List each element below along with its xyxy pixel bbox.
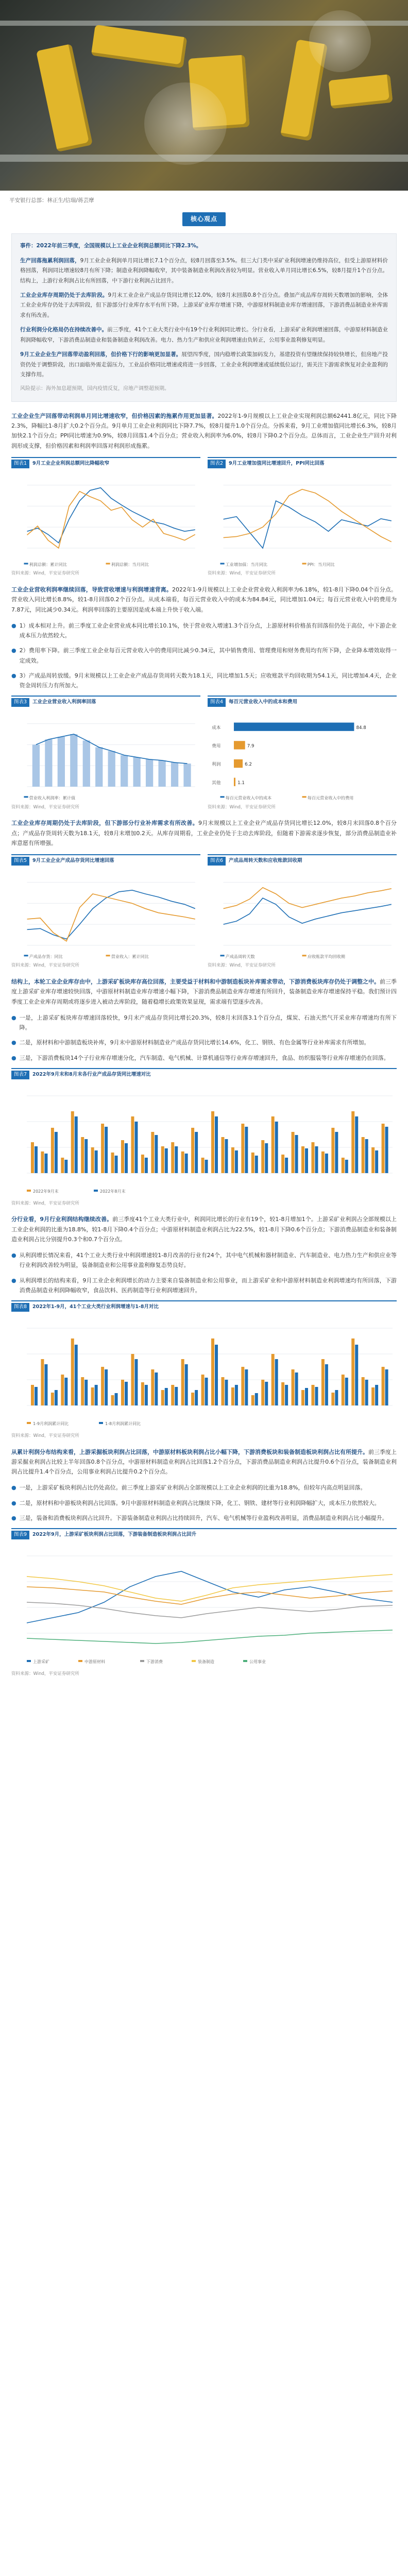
bullet-icon: ● [11, 647, 16, 654]
figure-title: 2022年9月，上游采矿板块利润占比回落，下游装备制造板块利润占比回升 [32, 1532, 197, 1538]
legend-item: 下游消费 [146, 1659, 163, 1664]
bar [281, 1155, 284, 1173]
legend-item: PPI：当月同比 [307, 562, 335, 567]
bar [165, 1148, 168, 1173]
bar [255, 1156, 258, 1173]
bullet-item: ● 二是，原材料和中游制造板块补库，9月末中游原材料制造业产成品存货同比增长14.6%，化工、钢铁、有色金属等行业补库需求有所增加。 [11, 1038, 397, 1047]
bar [261, 1140, 264, 1173]
bar [225, 1139, 228, 1173]
bar [215, 1116, 218, 1173]
bar [225, 1380, 228, 1405]
bullet-icon: ● [11, 1039, 16, 1046]
hero-light [309, 10, 371, 72]
body-paragraph: 结构上，本轮工业企业库存由中，上游采矿板块库存高位回落，主要受益于材料和中游制造板块补库需求带动，下游消费板块库存仍处于调整之中。前三季度上游采矿业库存增速较快回落，中游原材料制造业库存增速小幅下降，下游消费品制造业库存增速有所回升，装备制造业库存增速保持平稳。我们预计四季度工业企业库存周期或将逐步进入被动去库阶段，随着稳增长政策效果显现，需求端有望逐步改善。 [11, 978, 397, 1005]
bar [215, 1345, 218, 1405]
figure-source: 资料来源：Wind，平安证券研究所 [11, 1200, 79, 1206]
bar [101, 1124, 104, 1173]
bar [255, 1393, 258, 1405]
bullet-icon: ● [11, 1054, 16, 1061]
figure-7-chart [11, 1080, 397, 1199]
body-paragraph: 工业企业营收利润率继续回落，导致营收增速与利润增速背离。2022年1-9月规模以上工业企业营业收入利润率为6.18%，较1-8月下降0.04个百分点。营业收入同比增长8.8%，较1-8月回落0.2个百分点。从成本端看，每百元营业收入中的成本为84.84元，同比增加1.04元；每百元营业收入中的费用为7.87元，同比减少0.34元。利润率回落的主要原因是成本端上升快于收入端。 [11, 586, 397, 613]
bar [201, 1375, 205, 1405]
bar [275, 1122, 278, 1173]
legend-item: 每百元营业收入中的成本 [225, 795, 272, 801]
bar [241, 1124, 244, 1173]
bar [335, 1132, 338, 1173]
bar [181, 1359, 184, 1405]
bar [181, 1151, 184, 1173]
bar [61, 1158, 64, 1173]
bar [55, 1390, 58, 1405]
bar [345, 1160, 348, 1173]
bar [71, 1111, 74, 1173]
bar [231, 1387, 234, 1405]
bar [64, 1160, 67, 1173]
bar [292, 1132, 295, 1173]
bar [221, 1377, 224, 1405]
body-paragraph: 工业企业生产回落带动利润单月同比增速收窄，但价格因素的拖累作用更加显著。2022年1-9月规模以上工业企业实现利润总额62441.8亿元，同比下降2.3%，降幅比1-8月扩大0.2个百分点。9月单月工业企业利润同比下降7.7%，较8月提升1.0个百分点。分拆来看，9月工业增加值同比增长6.3%，较8月加快2.1个百分点；PPI同比增速为0.9%，较8月回落1.4个百分点；营业收入利润率为6.0%，较8月下降0.2个百分点。总体而言，工业企业生产回升对利润形成支撑，但价格因素和利润率回落对利润形成拖累。 [11, 412, 397, 449]
figure-6-chart [208, 867, 397, 961]
bar [355, 1116, 358, 1173]
bar [281, 1382, 284, 1405]
bar [141, 1155, 144, 1173]
bar [251, 1395, 254, 1405]
bar [134, 1359, 138, 1405]
figure-row [11, 1068, 397, 1213]
legend-item: 公用事业 [249, 1659, 266, 1664]
legend-item: 装备制造 [198, 1659, 214, 1664]
bar [331, 1128, 334, 1173]
bar [95, 1385, 98, 1405]
bar [382, 1367, 385, 1405]
hero-robot-arm [328, 74, 393, 109]
summary-paragraph: 行业利润分化格局仍在持续改善中。前三季度，41个工业大类行业中有19个行业利润同比增长。分行业看，上游采矿业利润增速回落，中游原材料制造业利润降幅收窄，下游消费品制造业和装备制造业利润改善。电力、热力生产和供应业利润增速由负转正，公用事业盈利修复明显。 [20, 327, 388, 343]
legend-item: 2022年8月末 [100, 1189, 126, 1194]
bar [251, 1153, 254, 1173]
bar [234, 741, 245, 749]
bar [301, 1146, 304, 1173]
bar [75, 1345, 78, 1405]
bar [362, 1377, 365, 1405]
bar [241, 1367, 244, 1405]
summary-paragraph: 工业企业库存周期仍处于去库阶段。9月末工业企业产成品存货同比增长12.0%，较8月末回落0.8个百分点。叠加产成品库存周转天数增加的影响，全体工业企业库存仍处于去库阶段，但下游部分行业库存水平有所下降。上游采矿业库存增速下降，中游原材料制造业库存增速回落，下游消费品制造业补库需求有所改善。 [20, 292, 388, 318]
legend-item: 工业增加值：当月同比 [225, 562, 268, 567]
series-line [27, 1574, 393, 1601]
figure-title: 2022年1-9月，41个工业大类行业利润增速与1-8月对比 [32, 1304, 159, 1310]
figure-1 [11, 457, 200, 583]
bar [131, 1354, 134, 1405]
figure-9 [11, 1528, 397, 1683]
bullet-item: ● 二是，原材料和中游板块利润占比回落。9月中游原材料制造业利润占比继续下降，化工、钢铁、建材等行业利润降幅扩大，成本压力依然较大。 [11, 1498, 397, 1508]
bar [161, 1390, 164, 1405]
data-label: 84.8 [356, 725, 366, 731]
figure-7 [11, 1068, 397, 1213]
bullet-icon: ● [11, 622, 16, 629]
bar [362, 1137, 365, 1173]
legend-item: 1-8月利润累计同比 [105, 1421, 141, 1426]
bar [285, 1158, 288, 1173]
bar [195, 1390, 198, 1405]
figure-source: 资料来源：Wind，平安证券研究所 [208, 804, 276, 810]
bar [295, 1372, 298, 1405]
data-label: 7.9 [247, 743, 254, 749]
bar [325, 1364, 328, 1405]
bar [365, 1139, 368, 1173]
figure-6 [208, 854, 397, 975]
bar [221, 1137, 224, 1173]
bar [371, 1147, 375, 1173]
figure-number: 图表3 [11, 698, 29, 707]
bullet-item: ● 三是，下游消费板块14个子行业库存增速分化，汽车制造、电气机械、计算机通信等行业库存增速回升，食品、纺织服装等行业库存增速仍在回落。 [11, 1053, 397, 1063]
bar [44, 1154, 47, 1173]
figure-9-chart [11, 1540, 397, 1669]
figure-number: 图表5 [11, 857, 29, 866]
figure-source: 资料来源：Wind，平安证券研究所 [11, 804, 79, 810]
bar [131, 1116, 134, 1173]
risk-note: 风险提示：海外加息超预期，国内疫情反复，房地产调整超预期。 [20, 386, 169, 392]
bar [71, 1338, 74, 1405]
bullet-icon: ● [11, 672, 16, 679]
category-label: 费用 [212, 743, 221, 749]
figure-8-chart [11, 1313, 397, 1431]
figure-row [11, 457, 397, 583]
body-paragraph: 工业企业库存周期仍处于去库阶段，但下游部分行业补库需求有所改善。9月末规模以上工业企业产成品存货同比增长12.0%，较8月末回落0.8个百分点；产成品存货周转天数为18.1天，较8月末增加0.2天。从库存周期看，工业企业仍处于主动去库阶段，但随着下游需求逐步恢复，部分消费品制造业补库意愿有所增强。 [11, 820, 397, 846]
bar [315, 1387, 318, 1405]
legend-item: 营业收入利润率：累计值 [29, 795, 76, 801]
bar [342, 1158, 345, 1173]
bar [211, 1111, 214, 1173]
figure-number: 图表2 [208, 460, 226, 468]
legend-item: 产成品存货：同比 [29, 954, 63, 959]
bullet-item: ● 1）成本相对上升。前三季度工业企业营业成本同比增长10.1%，快于营业收入增速1.3个百分点，上游原材料价格虽有回落但仍处于高位，中下游企业成本压力依然较大。 [11, 621, 397, 641]
series-line [27, 1571, 393, 1623]
bar [175, 1387, 178, 1405]
bar [321, 1359, 325, 1405]
bar [245, 1127, 248, 1173]
summary-paragraph: 9月工业企业生产回落带动盈利回落，但价格下行的影响更加显著。展望四季度，国内稳增长政策加码发力，基建投资有望继续保持较快增长，但房地产投资仍处于调整阶段，出口面临外需走弱压力，工业品价格同比增速或将进一步回落，工业企业利润增速或延续低位运行，需关注下游需求恢复对企业盈利的支撑作用。 [20, 351, 388, 378]
figure-5 [11, 854, 200, 975]
figure-8 [11, 1300, 397, 1445]
bar [275, 1359, 278, 1405]
legend-item: 中游原材料 [84, 1659, 105, 1664]
legend-item: 上游采矿 [33, 1659, 49, 1664]
bar [41, 1359, 44, 1405]
bullet-icon: ● [11, 1014, 16, 1021]
bar [141, 1382, 144, 1405]
bar [205, 1378, 208, 1405]
series-line [224, 888, 392, 909]
bar [211, 1338, 214, 1405]
bar [185, 1364, 188, 1405]
bullet-item: ● 一是，上游采矿板块库存增速回落较快，9月末产成品存货同比增长20.3%，较8月末回落3.1个百分点，煤炭、石油天然气开采业库存增速均有所下降。 [11, 1013, 397, 1033]
bar [235, 1150, 238, 1173]
figure-1-chart [11, 469, 200, 569]
bar [234, 778, 235, 786]
bar [44, 1364, 47, 1405]
bar [295, 1135, 298, 1173]
bar [145, 1385, 148, 1405]
bar [191, 1128, 194, 1173]
bar [385, 1369, 388, 1405]
summary-event-text: 事件：2022年前三季度，全国规模以上工业企业利润总额同比下降2.3%。 [20, 243, 202, 249]
bullet-item: ● 从利润增长的结构来看，9月工业企业利润增长的动力主要来自装备制造业和公用事业，而上游采矿业和中游原材料制造业利润增速均有所回落，下游消费品制造业利润降幅收窄，食品饮料、医药制造等行业利润增速回升。 [11, 1276, 397, 1296]
bar [155, 1135, 158, 1173]
data-label: 6.2 [245, 762, 252, 768]
bar [311, 1142, 314, 1173]
bar [175, 1146, 178, 1173]
bar-series [234, 723, 354, 786]
figure-number: 图表4 [208, 698, 226, 707]
bar [185, 1154, 188, 1173]
section-label: 核心观点 [182, 212, 226, 226]
figure-3 [11, 696, 200, 816]
bar [235, 1385, 238, 1405]
bar [191, 1393, 194, 1405]
bullet-icon: ● [11, 1252, 16, 1259]
figure-source: 资料来源：Wind，平安证券研究所 [208, 963, 276, 969]
bar [265, 1382, 268, 1405]
bar [315, 1146, 318, 1173]
bar [355, 1345, 358, 1405]
bar [84, 1380, 88, 1405]
bar [155, 1372, 158, 1405]
bullet-item: ● 一是，上游采矿板块利润占比仍处高位。前三季度上游采矿业利润占全部规模以上工业企业利润的比重为18.8%，但较年内高点明显回落。 [11, 1483, 397, 1493]
figure-row [11, 1528, 397, 1683]
bar [134, 1122, 138, 1173]
bar [51, 1393, 54, 1405]
legend-item: 利润总额：当月同比 [111, 562, 149, 567]
category-label: 成本 [212, 725, 221, 731]
figure-row [11, 854, 397, 975]
figure-title: 2022年9月末和8月末各行业产成品存货同比增速对比 [32, 1071, 151, 1077]
photo-credit: 平安银行总部：林正生/信瑞/蒋芸摩 [9, 197, 94, 204]
legend-item: 1-9月利润累计同比 [33, 1421, 69, 1426]
bar [115, 1156, 118, 1173]
figure-number: 图表8 [11, 1303, 29, 1312]
bar [35, 1146, 38, 1173]
figure-row [11, 696, 397, 816]
hero-robot-arm [36, 44, 93, 152]
bullet-item: ● 三是，装备和消费板块利润占比回升。下游装备制造业利润占比持续回升，汽车、电气机械等行业盈利改善明显，消费品制造业利润占比小幅提升。 [11, 1513, 397, 1523]
bar [335, 1390, 338, 1405]
bar [231, 1147, 234, 1173]
bullet-item: ● 3）产成品周转放缓。9月末规模以上工业企业产成品存货周转天数为18.1天，同比增加1.5天；应收账款平均回收期为54.1天，同比增加4.4天，企业资金周转压力有所加大。 [11, 671, 397, 691]
section-header [11, 212, 397, 226]
body-paragraph: 分行业看，9月行业利润结构继续改善。前三季度41个工业大类行业中，利润同比增长的行业有19个，较1-8月增加1个。上游采矿业利润占全部规模以上工业企业利润的比重为18.8%，较1-8月下降0.4个百分点；中游原材料制造业利润占比为22.5%，较1-8月下降0.6个百分点；下游消费品制造业和装备制造业利润占比分别提升0.3个和0.7个百分点。 [11, 1216, 397, 1243]
bar [271, 1116, 275, 1173]
summary-event [20, 241, 388, 251]
bar [234, 759, 243, 768]
figure-4 [208, 696, 397, 816]
summary-box [11, 233, 397, 402]
bar [345, 1378, 348, 1405]
bar [81, 1137, 84, 1173]
bullet-icon: ● [11, 1514, 16, 1521]
bar [35, 1387, 38, 1405]
hero-light [144, 82, 227, 165]
bar [91, 1387, 94, 1405]
bar [31, 1142, 34, 1173]
bar [125, 1382, 128, 1405]
figure-source: 资料来源：Wind，平安证券研究所 [11, 963, 79, 969]
figure-5-chart [11, 867, 200, 961]
bar [84, 1139, 88, 1173]
figure-row [11, 1300, 397, 1445]
bar [385, 1127, 388, 1173]
bar [234, 723, 354, 731]
bar [325, 1154, 328, 1173]
figure-2 [208, 457, 397, 583]
figure-number: 图表9 [11, 1531, 29, 1539]
bar [81, 1377, 84, 1405]
bar [382, 1124, 385, 1173]
bar [125, 1143, 128, 1173]
bar [375, 1150, 378, 1173]
legend-item: 应收账款平均回收期 [307, 954, 345, 959]
bullet-icon: ● [11, 1499, 16, 1506]
bar [271, 1354, 275, 1405]
figure-source: 资料来源：Wind，平安证券研究所 [11, 571, 79, 577]
bar [91, 1147, 94, 1173]
bar [245, 1369, 248, 1405]
bar [75, 1116, 78, 1173]
bar [201, 1158, 205, 1173]
bar [292, 1369, 295, 1405]
bar [105, 1127, 108, 1173]
bar-series [31, 1111, 388, 1173]
bar [371, 1387, 375, 1405]
summary-paragraph: 生产回落拖累利润回落，9月工业企业利润单月同比增长7.1个百分点，较8月回落至3.5%。但三大门类中采矿业利润增速仍维持高位，但受上游原材料价格回落，利润同比增速较8月有所下降；制造业利润降幅收窄，其中装备制造业利润改善较为明显。营业收入单月同比增长6.5%，较8月提升1个百分点。结构上，上游行业利润占比有所回落，中下游行业利润占比回升。 [20, 257, 388, 284]
bar [101, 1367, 104, 1405]
category-label: 利润 [212, 762, 221, 768]
bar [261, 1380, 264, 1405]
bar [301, 1390, 304, 1405]
bar [64, 1378, 67, 1405]
bar [105, 1369, 108, 1405]
bar [165, 1388, 168, 1405]
bullet-item: ● 从利润增长情况来看，41个工业大类行业中利润增速较1-8月改善的行业有24个，其中电气机械和器材制造业、汽车制造业、电力热力生产和供应业等行业利润改善较为明显，装备制造业和公用事业盈利修复态势良好。 [11, 1250, 397, 1270]
figure-number: 图表1 [11, 460, 29, 468]
bar [151, 1369, 154, 1405]
legend-item: 每百元营业收入中的费用 [307, 795, 354, 801]
bar [195, 1132, 198, 1173]
bar [55, 1132, 58, 1173]
legend-item: 利润总额：累计同比 [29, 562, 67, 567]
bar [51, 1128, 54, 1173]
bar-series [31, 1338, 388, 1405]
bar [205, 1160, 208, 1173]
bullet-icon: ● [11, 1277, 16, 1284]
figure-source: 资料来源：Wind，平安证券研究所 [11, 1433, 79, 1438]
bar [265, 1143, 268, 1173]
bar [331, 1393, 334, 1405]
figure-title: 产成品周转天数和应收账款回收期 [229, 858, 302, 864]
figure-source: 资料来源：Wind，平安证券研究所 [208, 571, 276, 577]
bar [41, 1151, 44, 1173]
bar [111, 1153, 114, 1173]
bar [95, 1150, 98, 1173]
bar [305, 1388, 308, 1405]
series-line [27, 1602, 393, 1618]
bar [115, 1393, 118, 1405]
bar [305, 1148, 308, 1173]
bar [351, 1111, 354, 1173]
bar [365, 1380, 368, 1405]
bar [61, 1375, 64, 1405]
bar [375, 1385, 378, 1405]
figure-number: 图表7 [11, 1071, 29, 1079]
hero-image [0, 0, 408, 191]
category-label: 其他 [212, 780, 221, 786]
hero-robot-arm [91, 25, 188, 68]
figure-2-chart [208, 469, 397, 569]
bar [121, 1140, 124, 1173]
bar [285, 1385, 288, 1405]
series-line [224, 898, 392, 924]
data-label: 1.1 [237, 780, 245, 786]
bar [31, 1385, 34, 1405]
series-line [27, 1630, 393, 1643]
figure-4-chart [208, 708, 397, 803]
bar [145, 1158, 148, 1173]
legend-item: 营业收入：累计同比 [111, 954, 149, 959]
figure-title: 9月工业企业利润总额同比降幅收窄 [32, 460, 110, 466]
bar [342, 1375, 345, 1405]
bar [151, 1132, 154, 1173]
figure-title: 每百元营业收入中的成本和费用 [229, 699, 298, 705]
bar [111, 1395, 114, 1405]
bullet-icon: ● [11, 1484, 16, 1492]
legend-item: 2022年9月末 [33, 1189, 59, 1194]
figure-title: 9月工业增加值同比增速回升，PPI同比回落 [229, 460, 325, 466]
bar [171, 1142, 174, 1173]
series-line [27, 1587, 393, 1604]
legend-item: 产成品周转天数 [225, 954, 255, 959]
body-paragraph: 从累计利润分布结构来看，上游采掘板块利润占比回落，中游原材料板块利润占比小幅下降，下游消费板块和装备制造板块利润占比有所提升。前三季度上游采掘业利润占比较上半年回落0.8个百分点，中游原材料制造业利润占比回落1.2个百分点，下游消费品制造业利润占比提升0.6个百分点，装备制造业利润占比提升1.4个百分点，公用事业利润占比提升0.2个百分点。 [11, 1448, 397, 1476]
bar [311, 1385, 314, 1405]
figure-number: 图表6 [208, 857, 226, 866]
bar [171, 1385, 174, 1405]
bar [161, 1146, 164, 1173]
figure-title: 9月工业企业产成品存货同比增速回落 [32, 858, 114, 864]
bar [121, 1380, 124, 1405]
figure-title: 工业企业营业收入利润率回落 [32, 699, 96, 705]
figure-3-chart [11, 708, 200, 803]
bar [321, 1151, 325, 1173]
figure-source: 资料来源：Wind，平安证券研究所 [11, 1671, 79, 1676]
bar [351, 1338, 354, 1405]
bar-series [32, 734, 191, 787]
bullet-item: ● 2）费用率下降。前三季度工业企业每百元营业收入中的费用同比减少0.34元，其中销售费用、管理费用和财务费用均有所下降，企业降本增效取得一定成效。 [11, 646, 397, 666]
